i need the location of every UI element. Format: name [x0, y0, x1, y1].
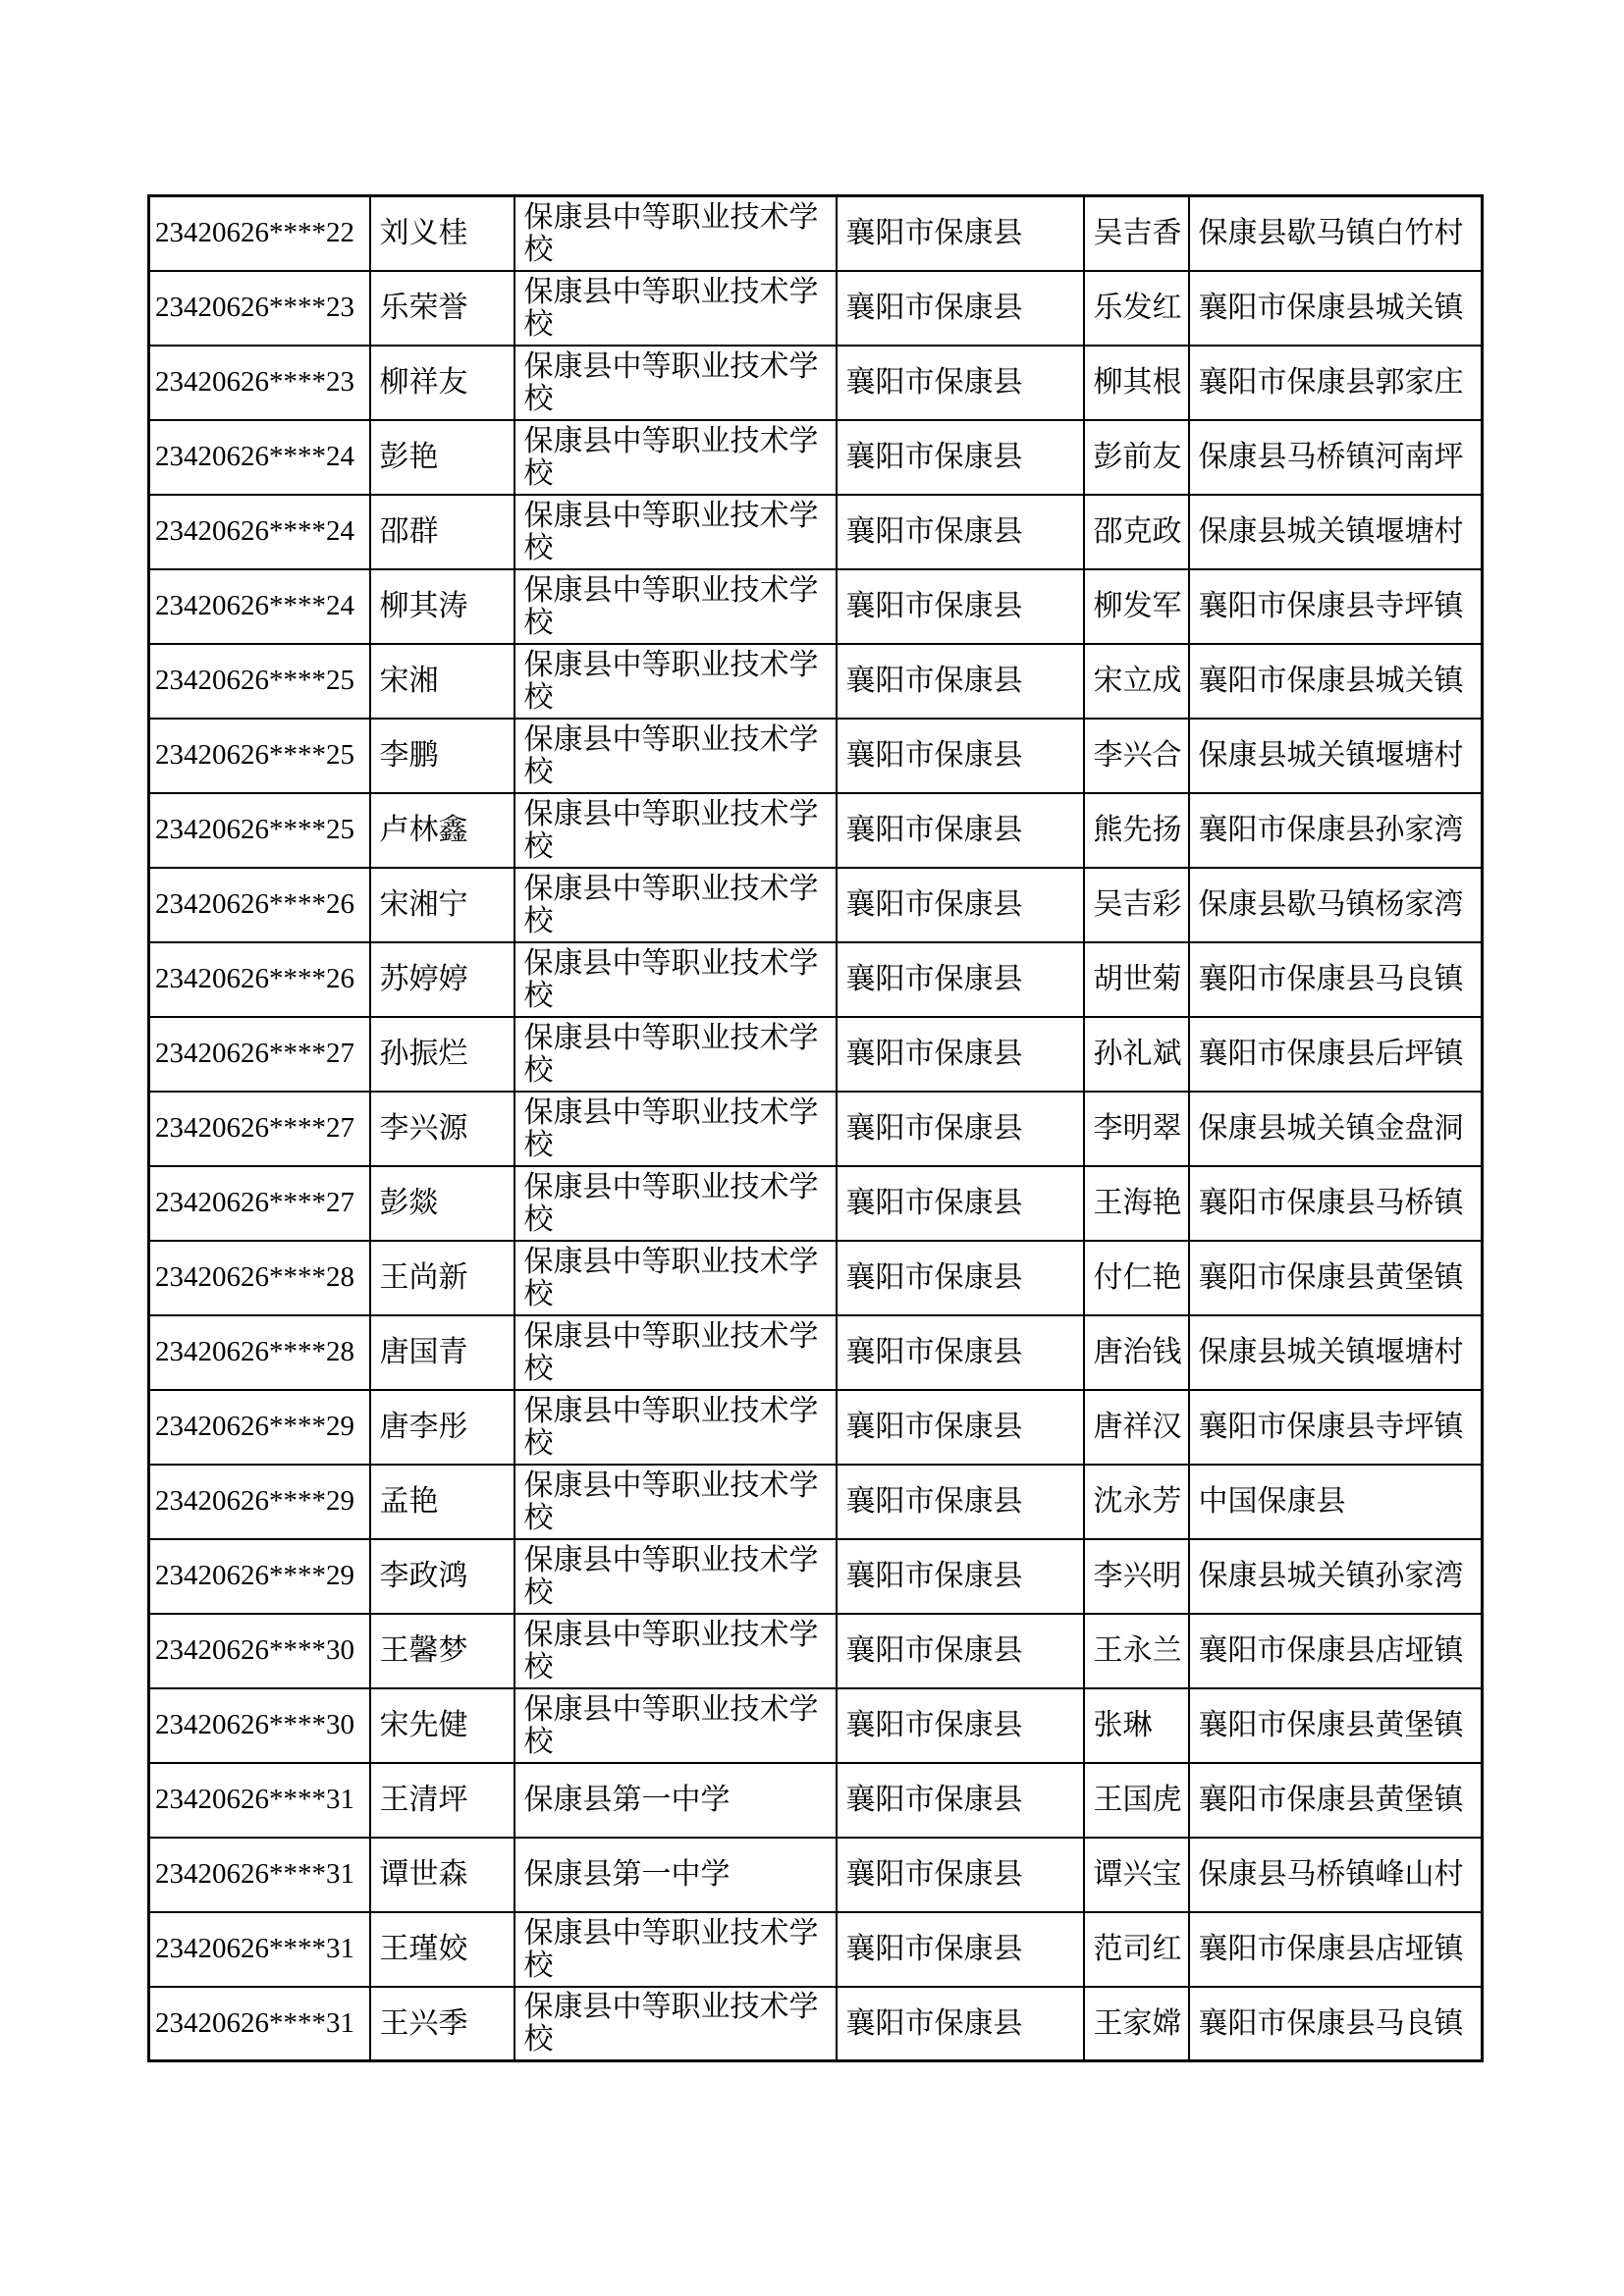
region-cell: 襄阳市保康县 [837, 1539, 1084, 1614]
id-number-cell: 23420626****30 [149, 1688, 370, 1763]
contact-cell: 王国虎 [1084, 1763, 1189, 1838]
id-number-cell: 23420626****23 [149, 346, 370, 420]
school-cell: 保康县中等职业技术学校 [514, 1465, 837, 1539]
id-number-cell: 23420626****25 [149, 644, 370, 719]
address-cell: 襄阳市保康县黄堡镇 [1189, 1688, 1483, 1763]
address-cell: 保康县城关镇堰塘村 [1189, 495, 1483, 569]
name-cell: 宋湘宁 [370, 868, 514, 942]
region-cell: 襄阳市保康县 [837, 1614, 1084, 1688]
name-cell: 李政鸿 [370, 1539, 514, 1614]
region-cell: 襄阳市保康县 [837, 1092, 1084, 1166]
region-cell: 襄阳市保康县 [837, 196, 1084, 271]
address-cell: 襄阳市保康县店垭镇 [1189, 1912, 1483, 1987]
table-row [149, 793, 1483, 868]
name-cell: 谭世森 [370, 1838, 514, 1912]
table-row [149, 1390, 1483, 1465]
name-cell: 王尚新 [370, 1241, 514, 1315]
table-row [149, 1465, 1483, 1539]
address-cell: 保康县歇马镇白竹村 [1189, 196, 1483, 271]
name-cell: 刘义桂 [370, 196, 514, 271]
contact-cell: 乐发红 [1084, 271, 1189, 346]
name-cell: 彭燚 [370, 1166, 514, 1241]
address-cell: 襄阳市保康县孙家湾 [1189, 793, 1483, 868]
name-cell: 宋湘 [370, 644, 514, 719]
id-number-cell: 23420626****25 [149, 719, 370, 793]
region-cell: 襄阳市保康县 [837, 1465, 1084, 1539]
contact-cell: 王家嫦 [1084, 1987, 1189, 2061]
table-row [149, 1092, 1483, 1166]
table-row [149, 1763, 1483, 1838]
address-cell: 保康县马桥镇河南坪 [1189, 420, 1483, 495]
table-row [149, 1688, 1483, 1763]
contact-cell: 李明翠 [1084, 1092, 1189, 1166]
id-number-cell: 23420626****31 [149, 1838, 370, 1912]
table-row [149, 1912, 1483, 1987]
school-cell: 保康县中等职业技术学校 [514, 868, 837, 942]
address-cell: 襄阳市保康县马良镇 [1189, 1987, 1483, 2061]
name-cell: 李鹏 [370, 719, 514, 793]
school-cell: 保康县中等职业技术学校 [514, 644, 837, 719]
school-cell: 保康县中等职业技术学校 [514, 420, 837, 495]
contact-cell: 王海艳 [1084, 1166, 1189, 1241]
school-cell: 保康县中等职业技术学校 [514, 1241, 837, 1315]
name-cell: 宋先健 [370, 1688, 514, 1763]
school-cell: 保康县中等职业技术学校 [514, 1166, 837, 1241]
address-cell: 襄阳市保康县城关镇 [1189, 644, 1483, 719]
id-number-cell: 23420626****26 [149, 942, 370, 1017]
id-number-cell: 23420626****23 [149, 271, 370, 346]
table-row [149, 1987, 1483, 2061]
name-cell: 柳其涛 [370, 569, 514, 644]
address-cell: 保康县城关镇堰塘村 [1189, 1315, 1483, 1390]
table-body [149, 196, 1483, 2061]
school-cell: 保康县中等职业技术学校 [514, 569, 837, 644]
region-cell: 襄阳市保康县 [837, 793, 1084, 868]
contact-cell: 熊先扬 [1084, 793, 1189, 868]
school-cell: 保康县中等职业技术学校 [514, 1539, 837, 1614]
address-cell: 襄阳市保康县店垭镇 [1189, 1614, 1483, 1688]
school-cell: 保康县中等职业技术学校 [514, 719, 837, 793]
region-cell: 襄阳市保康县 [837, 1987, 1084, 2061]
contact-cell: 王永兰 [1084, 1614, 1189, 1688]
table-row [149, 868, 1483, 942]
data-table [147, 194, 1484, 2062]
contact-cell: 孙礼斌 [1084, 1017, 1189, 1092]
table-row [149, 1838, 1483, 1912]
name-cell: 孙振烂 [370, 1017, 514, 1092]
name-cell: 乐荣誉 [370, 271, 514, 346]
address-cell: 襄阳市保康县黄堡镇 [1189, 1763, 1483, 1838]
id-number-cell: 23420626****24 [149, 569, 370, 644]
region-cell: 襄阳市保康县 [837, 1688, 1084, 1763]
name-cell: 王清坪 [370, 1763, 514, 1838]
table-row [149, 1315, 1483, 1390]
contact-cell: 范司红 [1084, 1912, 1189, 1987]
id-number-cell: 23420626****29 [149, 1539, 370, 1614]
contact-cell: 唐治钱 [1084, 1315, 1189, 1390]
school-cell: 保康县中等职业技术学校 [514, 346, 837, 420]
school-cell: 保康县中等职业技术学校 [514, 1092, 837, 1166]
contact-cell: 李兴明 [1084, 1539, 1189, 1614]
contact-cell: 宋立成 [1084, 644, 1189, 719]
table-row [149, 420, 1483, 495]
region-cell: 襄阳市保康县 [837, 420, 1084, 495]
region-cell: 襄阳市保康县 [837, 942, 1084, 1017]
contact-cell: 吴吉彩 [1084, 868, 1189, 942]
address-cell: 保康县城关镇孙家湾 [1189, 1539, 1483, 1614]
name-cell: 彭艳 [370, 420, 514, 495]
id-number-cell: 23420626****25 [149, 793, 370, 868]
region-cell: 襄阳市保康县 [837, 569, 1084, 644]
id-number-cell: 23420626****27 [149, 1092, 370, 1166]
school-cell: 保康县中等职业技术学校 [514, 1017, 837, 1092]
id-number-cell: 23420626****22 [149, 196, 370, 271]
table-row [149, 346, 1483, 420]
table-row [149, 271, 1483, 346]
id-number-cell: 23420626****29 [149, 1465, 370, 1539]
table-row [149, 1241, 1483, 1315]
name-cell: 唐国青 [370, 1315, 514, 1390]
address-cell: 保康县城关镇堰塘村 [1189, 719, 1483, 793]
region-cell: 襄阳市保康县 [837, 1315, 1084, 1390]
id-number-cell: 23420626****31 [149, 1912, 370, 1987]
address-cell: 襄阳市保康县后坪镇 [1189, 1017, 1483, 1092]
school-cell: 保康县中等职业技术学校 [514, 1987, 837, 2061]
school-cell: 保康县中等职业技术学校 [514, 495, 837, 569]
region-cell: 襄阳市保康县 [837, 1390, 1084, 1465]
region-cell: 襄阳市保康县 [837, 1017, 1084, 1092]
address-cell: 襄阳市保康县马桥镇 [1189, 1166, 1483, 1241]
name-cell: 唐李彤 [370, 1390, 514, 1465]
school-cell: 保康县中等职业技术学校 [514, 1912, 837, 1987]
region-cell: 襄阳市保康县 [837, 1166, 1084, 1241]
address-cell: 襄阳市保康县寺坪镇 [1189, 569, 1483, 644]
region-cell: 襄阳市保康县 [837, 346, 1084, 420]
table-row [149, 569, 1483, 644]
id-number-cell: 23420626****28 [149, 1315, 370, 1390]
school-cell: 保康县中等职业技术学校 [514, 271, 837, 346]
contact-cell: 唐祥汉 [1084, 1390, 1189, 1465]
name-cell: 柳祥友 [370, 346, 514, 420]
contact-cell: 胡世菊 [1084, 942, 1189, 1017]
region-cell: 襄阳市保康县 [837, 271, 1084, 346]
name-cell: 孟艳 [370, 1465, 514, 1539]
school-cell: 保康县中等职业技术学校 [514, 1688, 837, 1763]
table-row [149, 1614, 1483, 1688]
name-cell: 王兴季 [370, 1987, 514, 2061]
address-cell: 襄阳市保康县马良镇 [1189, 942, 1483, 1017]
address-cell: 中国保康县 [1189, 1465, 1483, 1539]
region-cell: 襄阳市保康县 [837, 1912, 1084, 1987]
table-row [149, 942, 1483, 1017]
address-cell: 襄阳市保康县寺坪镇 [1189, 1390, 1483, 1465]
table-row [149, 1017, 1483, 1092]
address-cell: 襄阳市保康县黄堡镇 [1189, 1241, 1483, 1315]
school-cell: 保康县第一中学 [514, 1838, 837, 1912]
id-number-cell: 23420626****31 [149, 1987, 370, 2061]
contact-cell: 柳其根 [1084, 346, 1189, 420]
table-row [149, 196, 1483, 271]
school-cell: 保康县中等职业技术学校 [514, 196, 837, 271]
region-cell: 襄阳市保康县 [837, 868, 1084, 942]
region-cell: 襄阳市保康县 [837, 644, 1084, 719]
school-cell: 保康县中等职业技术学校 [514, 942, 837, 1017]
id-number-cell: 23420626****27 [149, 1166, 370, 1241]
contact-cell: 谭兴宝 [1084, 1838, 1189, 1912]
school-cell: 保康县第一中学 [514, 1763, 837, 1838]
name-cell: 李兴源 [370, 1092, 514, 1166]
id-number-cell: 23420626****24 [149, 420, 370, 495]
contact-cell: 沈永芳 [1084, 1465, 1189, 1539]
address-cell: 保康县歇马镇杨家湾 [1189, 868, 1483, 942]
name-cell: 王瑾姣 [370, 1912, 514, 1987]
name-cell: 王馨梦 [370, 1614, 514, 1688]
region-cell: 襄阳市保康县 [837, 1838, 1084, 1912]
id-number-cell: 23420626****28 [149, 1241, 370, 1315]
region-cell: 襄阳市保康县 [837, 495, 1084, 569]
id-number-cell: 23420626****27 [149, 1017, 370, 1092]
school-cell: 保康县中等职业技术学校 [514, 1390, 837, 1465]
address-cell: 襄阳市保康县郭家庄 [1189, 346, 1483, 420]
table-row [149, 719, 1483, 793]
id-number-cell: 23420626****24 [149, 495, 370, 569]
table-row [149, 1539, 1483, 1614]
id-number-cell: 23420626****31 [149, 1763, 370, 1838]
contact-cell: 邵克政 [1084, 495, 1189, 569]
address-cell: 保康县城关镇金盘洞 [1189, 1092, 1483, 1166]
school-cell: 保康县中等职业技术学校 [514, 1315, 837, 1390]
contact-cell: 付仁艳 [1084, 1241, 1189, 1315]
contact-cell: 吴吉香 [1084, 196, 1189, 271]
contact-cell: 柳发军 [1084, 569, 1189, 644]
table-row [149, 644, 1483, 719]
address-cell: 保康县马桥镇峰山村 [1189, 1838, 1483, 1912]
table-row [149, 495, 1483, 569]
name-cell: 邵群 [370, 495, 514, 569]
region-cell: 襄阳市保康县 [837, 1763, 1084, 1838]
id-number-cell: 23420626****26 [149, 868, 370, 942]
contact-cell: 张琳 [1084, 1688, 1189, 1763]
region-cell: 襄阳市保康县 [837, 1241, 1084, 1315]
contact-cell: 李兴合 [1084, 719, 1189, 793]
address-cell: 襄阳市保康县城关镇 [1189, 271, 1483, 346]
school-cell: 保康县中等职业技术学校 [514, 793, 837, 868]
region-cell: 襄阳市保康县 [837, 719, 1084, 793]
id-number-cell: 23420626****29 [149, 1390, 370, 1465]
name-cell: 卢林鑫 [370, 793, 514, 868]
table-row [149, 1166, 1483, 1241]
contact-cell: 彭前友 [1084, 420, 1189, 495]
school-cell: 保康县中等职业技术学校 [514, 1614, 837, 1688]
id-number-cell: 23420626****30 [149, 1614, 370, 1688]
name-cell: 苏婷婷 [370, 942, 514, 1017]
